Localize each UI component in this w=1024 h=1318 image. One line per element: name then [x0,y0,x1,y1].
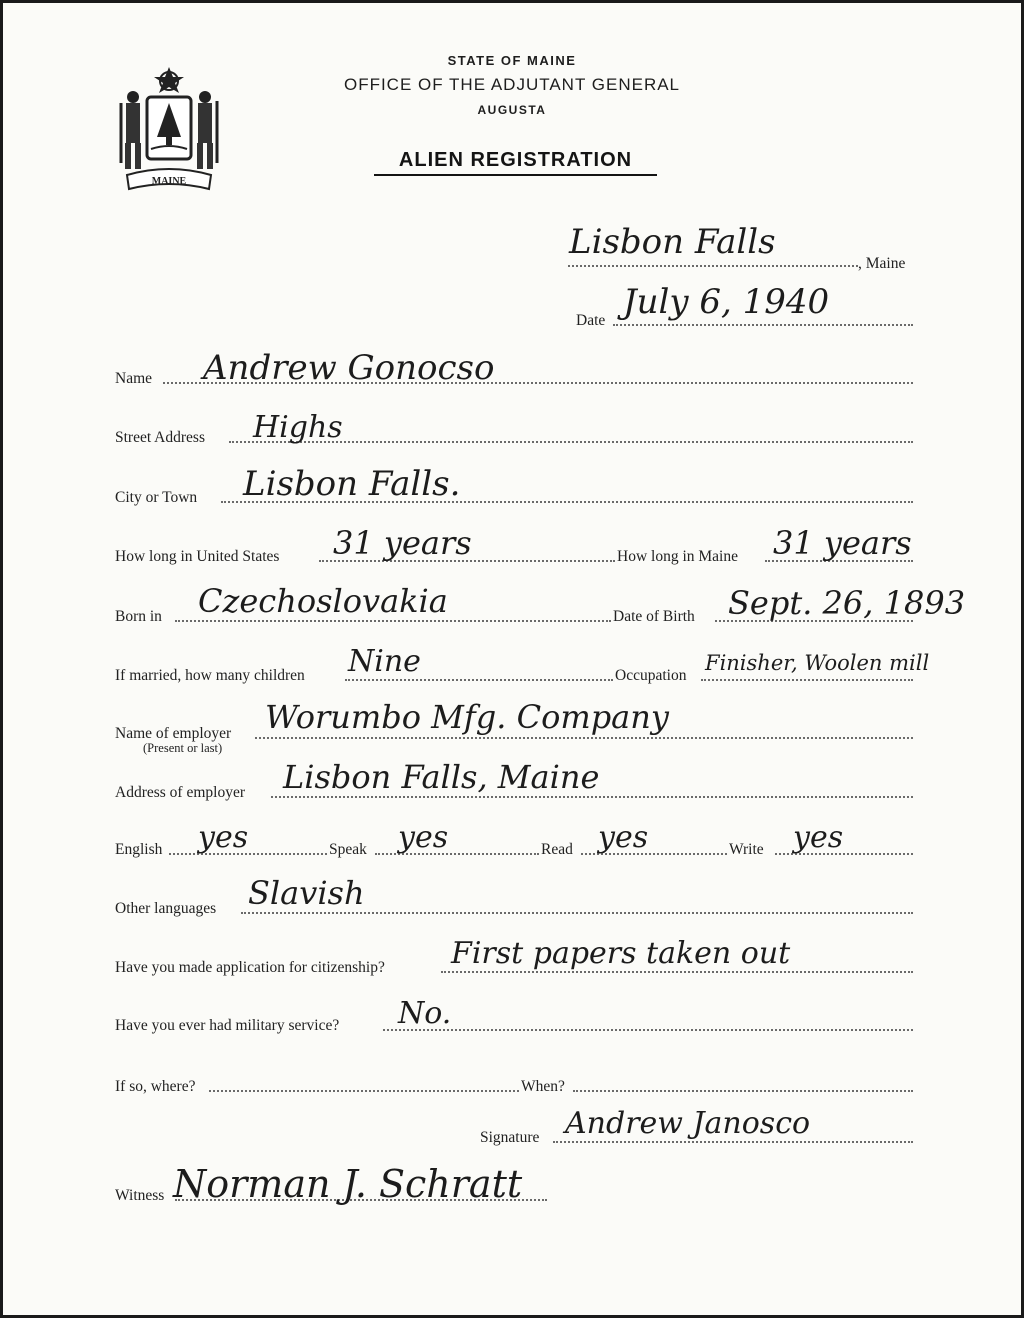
born-line [175,620,611,622]
other-languages-value: Slavish [248,874,365,912]
when-line [573,1090,913,1092]
write-label: Write [729,841,764,858]
children-value: Nine [348,644,421,679]
us-years-label: How long in United States [115,548,280,565]
english-label: English [115,841,163,858]
street-value: Highs [253,410,343,445]
employer-address-label: Address of employer [115,784,245,801]
employer-line [255,737,913,739]
read-value: yes [598,820,649,855]
occupation-line [701,679,913,681]
military-line [383,1029,913,1031]
office-heading: OFFICE OF THE ADJUTANT GENERAL [343,75,681,94]
name-label: Name [115,370,153,387]
me-years-label: How long in Maine [617,548,738,565]
dob-value: Sept. 26, 1893 [728,584,966,622]
street-label: Street Address [115,429,205,446]
witness-value: Norman J. Schratt [173,1162,523,1206]
children-label: If married, how many children [115,667,305,684]
signature-label: Signature [480,1129,540,1146]
registration-form [3,3,1021,1315]
me-years-value: 31 years [773,524,912,562]
dob-label: Date of Birth [613,608,695,625]
us-years-value: 31 years [333,524,472,562]
signature-line [553,1141,913,1143]
children-line [345,679,613,681]
employer-label: Name of employer [115,725,232,742]
where-line [209,1090,519,1092]
city-label: City or Town [115,489,198,506]
other-languages-label: Other languages [115,900,217,917]
city-value: Lisbon Falls. [243,464,461,504]
other-languages-line [241,912,913,914]
place-value: Lisbon Falls [569,222,776,262]
speak-value: yes [398,820,449,855]
born-value: Czechoslovakia [198,582,448,620]
witness-label: Witness [115,1187,165,1204]
state-heading: STATE OF MAINE [447,53,577,68]
when-label: When? [521,1078,565,1095]
where-label: If so, where? [115,1078,196,1095]
employer-address-line [271,796,913,798]
read-label: Read [541,841,573,858]
name-value: Andrew Gonocso [203,348,495,388]
citizenship-line [441,971,913,973]
state-suffix-label: , Maine [858,255,906,272]
date-line [613,324,913,326]
place-line [568,265,858,267]
born-label: Born in [115,608,162,625]
english-value: yes [198,820,249,855]
occupation-label: Occupation [615,667,687,684]
employer-value: Worumbo Mfg. Company [265,698,669,736]
citizenship-value: First papers taken out [451,936,791,971]
employer-sublabel: (Present or last) [143,741,223,755]
form-title: ALIEN REGISTRATION [374,149,657,176]
seal-ribbon-text: MAINE [151,176,187,187]
military-label: Have you ever had military service? [115,1017,340,1034]
date-value: July 6, 1940 [623,282,830,322]
employer-address-value: Lisbon Falls, Maine [283,758,600,796]
english-line [169,853,327,855]
city-heading: AUGUSTA [477,103,547,117]
occupation-value: Finisher, Woolen mill [705,651,930,675]
speak-label: Speak [329,841,367,858]
write-value: yes [793,820,844,855]
military-value: No. [398,996,452,1031]
date-label: Date [576,312,606,329]
citizenship-label: Have you made application for citizenship? [115,959,385,976]
signature-value: Andrew Janosco [565,1106,811,1141]
